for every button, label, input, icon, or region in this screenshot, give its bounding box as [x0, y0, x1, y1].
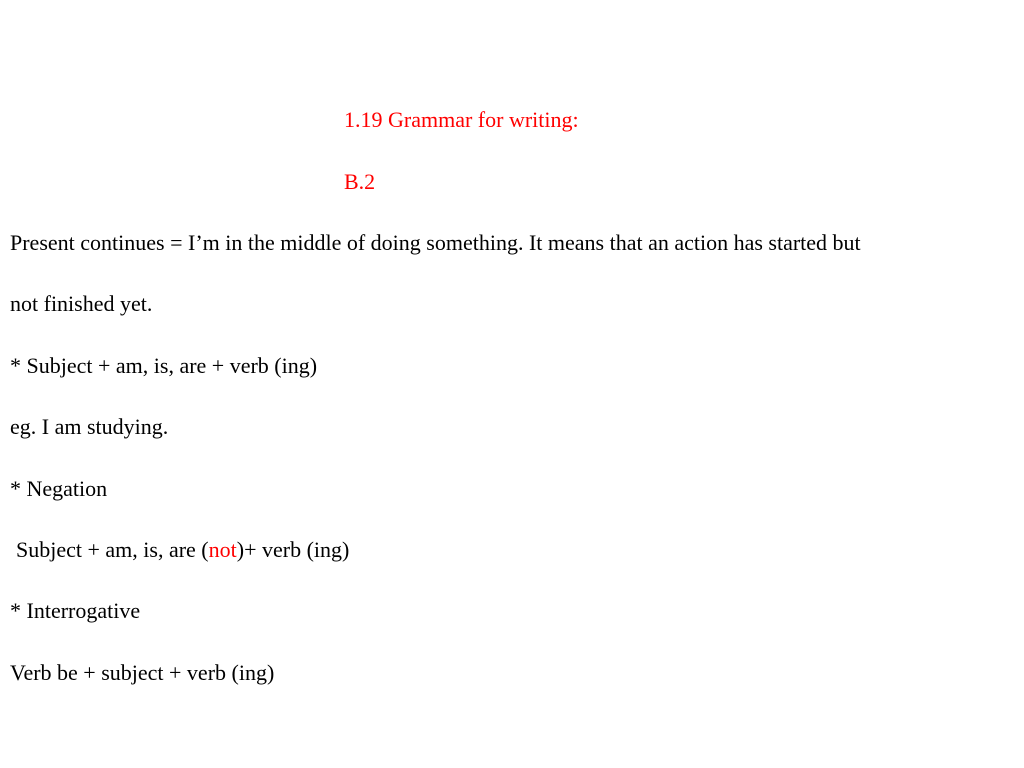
affirmative-formula: * Subject + am, is, are + verb (ing) [10, 353, 318, 378]
example-sentence: eg. I am studying. [10, 414, 169, 439]
slide-subtitle: B.2 [344, 169, 376, 194]
slide-title: 1.19 Grammar for writing: [344, 107, 579, 132]
interrogative-formula: Verb be + subject + verb (ing) [10, 660, 275, 685]
negation-formula-after: )+ verb (ing) [236, 537, 350, 562]
definition-line-1: Present continues = I’m in the middle of doing something. It means that an action has started but [10, 230, 861, 255]
negation-highlight: not [208, 537, 237, 562]
negation-heading: * Negation [10, 476, 108, 501]
negation-formula-before: Subject + am, is, are ( [16, 537, 209, 562]
interrogative-heading: * Interrogative [10, 598, 141, 623]
definition-line-2: not finished yet. [10, 291, 153, 316]
negation-formula [16, 536, 349, 564]
